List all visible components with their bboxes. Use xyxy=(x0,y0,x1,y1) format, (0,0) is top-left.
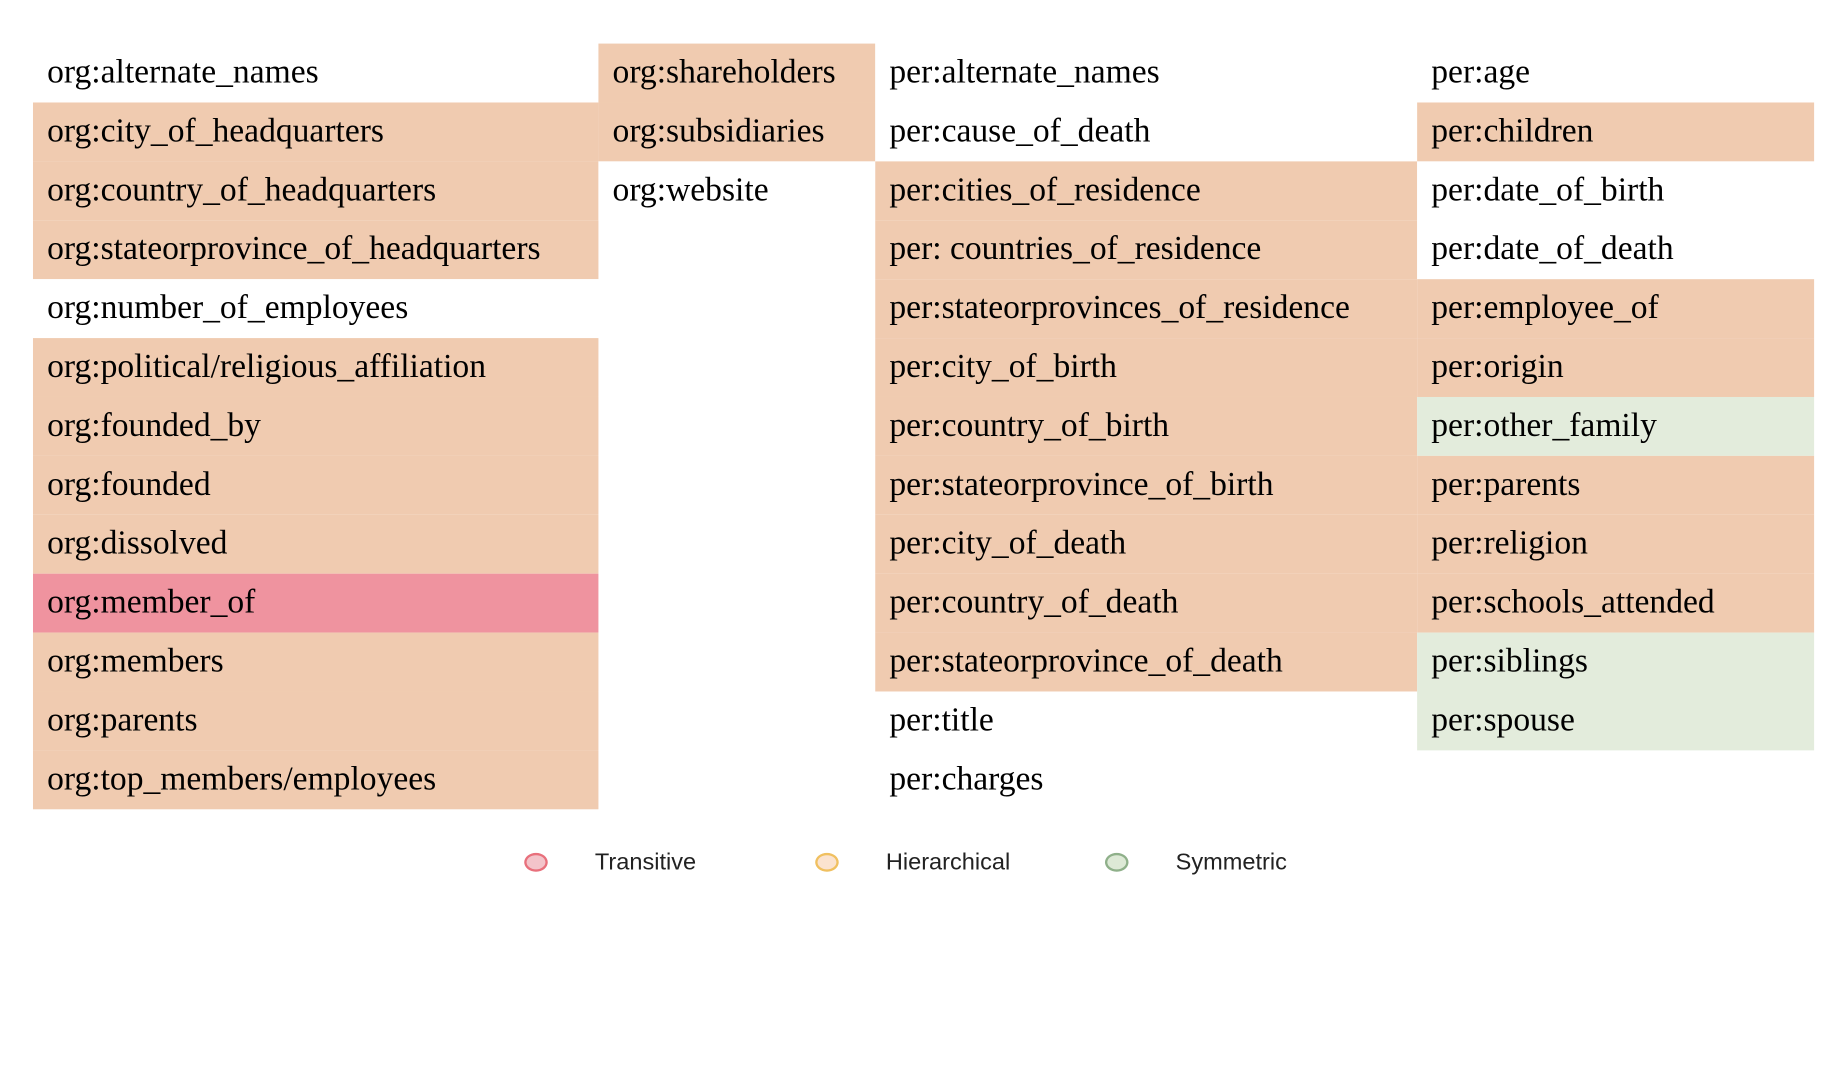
relation-cell: per:stateorprovince_of_death xyxy=(875,633,1417,692)
relation-cell: per:children xyxy=(1417,102,1814,161)
relation-cell: per:employee_of xyxy=(1417,279,1814,338)
relation-cell: org:founded_by xyxy=(33,397,598,456)
relation-cell: org:website xyxy=(598,161,875,220)
relation-cell: org:city_of_headquarters xyxy=(33,102,598,161)
legend xyxy=(0,846,1832,879)
relation-cell: org:members xyxy=(33,633,598,692)
relation-cell: per:spouse xyxy=(1417,691,1814,750)
relation-cell: per:siblings xyxy=(1417,633,1814,692)
per-relations-column-1 xyxy=(875,44,1417,810)
relation-cell: per:religion xyxy=(1417,515,1814,574)
hierarchical-swatch-icon xyxy=(815,853,839,872)
relation-cell: per:stateorprovince_of_birth xyxy=(875,456,1417,515)
legend-item-symmetric xyxy=(1105,846,1287,879)
org-relations-column-2 xyxy=(598,44,875,221)
legend-label-symmetric: Symmetric xyxy=(1175,848,1287,875)
legend-label-transitive: Transitive xyxy=(594,848,697,875)
relation-cell: per:country_of_birth xyxy=(875,397,1417,456)
org-relations-column-1 xyxy=(33,44,598,810)
relation-cell: per:other_family xyxy=(1417,397,1814,456)
relation-cell: per:origin xyxy=(1417,338,1814,397)
relation-cell: org:alternate_names xyxy=(33,44,598,103)
legend-item-hierarchical xyxy=(815,846,1010,879)
relation-cell: per:parents xyxy=(1417,456,1814,515)
relation-cell: org:subsidiaries xyxy=(598,102,875,161)
relation-cell: per:date_of_death xyxy=(1417,220,1814,279)
relation-cell: per:age xyxy=(1417,44,1814,103)
relation-cell: org:parents xyxy=(33,691,598,750)
relation-cell: per:cities_of_residence xyxy=(875,161,1417,220)
relation-cell: org:country_of_headquarters xyxy=(33,161,598,220)
relation-cell: per:stateorprovinces_of_residence xyxy=(875,279,1417,338)
relation-cell: per: countries_of_residence xyxy=(875,220,1417,279)
symmetric-swatch-icon xyxy=(1105,853,1129,872)
relation-cell: per:cause_of_death xyxy=(875,102,1417,161)
relation-cell: org:dissolved xyxy=(33,515,598,574)
relation-cell: org:member_of xyxy=(33,574,598,633)
legend-label-hierarchical: Hierarchical xyxy=(885,848,1011,875)
relation-cell: per:city_of_death xyxy=(875,515,1417,574)
relation-cell: per:city_of_birth xyxy=(875,338,1417,397)
relation-cell: org:founded xyxy=(33,456,598,515)
relation-cell: per:alternate_names xyxy=(875,44,1417,103)
relation-cell: per:schools_attended xyxy=(1417,574,1814,633)
relation-cell: per:date_of_birth xyxy=(1417,161,1814,220)
relation-cell: per:country_of_death xyxy=(875,574,1417,633)
legend-item-transitive xyxy=(524,846,696,879)
relation-cell: org:stateorprovince_of_headquarters xyxy=(33,220,598,279)
per-relations-column-2 xyxy=(1417,44,1814,751)
relation-cell: org:top_members/employees xyxy=(33,750,598,809)
relation-cell: per:title xyxy=(875,691,1417,750)
relation-cell: org:shareholders xyxy=(598,44,875,103)
relation-cell: per:charges xyxy=(875,750,1417,809)
transitive-swatch-icon xyxy=(524,853,548,872)
relation-cell: org:number_of_employees xyxy=(33,279,598,338)
relation-cell: org:political/religious_affiliation xyxy=(33,338,598,397)
